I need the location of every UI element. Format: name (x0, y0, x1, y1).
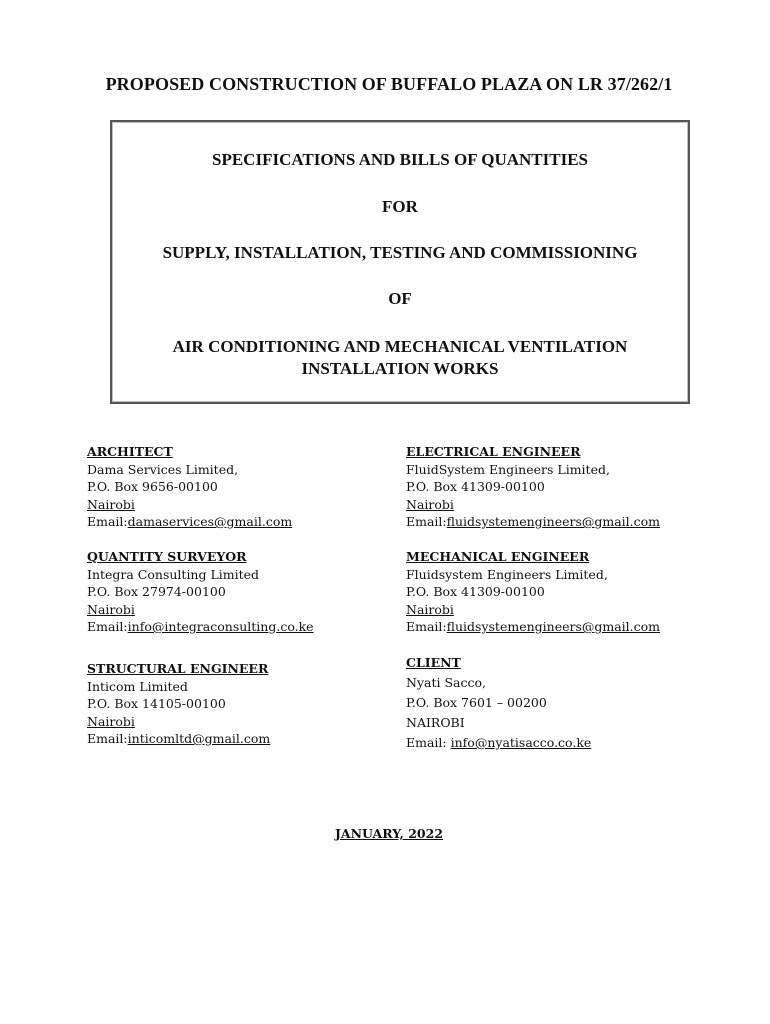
structural-engineer-name: Inticom Limited (87, 678, 188, 694)
architect-email-link[interactable]: damaservices@gmail.com (127, 514, 293, 529)
structural-engineer-heading: STRUCTURAL ENGINEER (87, 661, 269, 676)
mechanical-engineer-heading: MECHANICAL ENGINEER (406, 549, 590, 564)
title-box (110, 120, 690, 404)
electrical-engineer-name: FluidSystem Engineers Limited, (406, 461, 610, 477)
quantity-surveyor-block (87, 548, 314, 636)
client-city: NAIROBI (406, 715, 465, 730)
structural-engineer-po-box: P.O. Box 14105-00100 (87, 696, 226, 711)
electrical-engineer-email-label: Email: (406, 514, 447, 529)
mechanical-engineer-email-link[interactable]: fluidsystemengineers@gmail.com (446, 619, 661, 634)
structural-engineer-email-label: Email: (87, 731, 128, 746)
structural-engineer-city: Nairobi (87, 713, 135, 729)
client-po-box: P.O. Box 7601 – 00200 (406, 695, 547, 710)
box-line-of: OF (388, 289, 412, 308)
quantity-surveyor-po-box: P.O. Box 27974-00100 (87, 584, 226, 599)
client-heading: CLIENT (406, 655, 461, 670)
quantity-surveyor-email-link[interactable]: info@integraconsulting.co.ke (127, 619, 314, 634)
mechanical-engineer-city: Nairobi (406, 601, 454, 617)
client-name: Nyati Sacco, (406, 675, 486, 690)
quantity-surveyor-email-label: Email: (87, 619, 128, 634)
box-line-air-conditioning: AIR CONDITIONING AND MECHANICAL VENTILATION (172, 337, 628, 356)
architect-name: Dama Services Limited, (87, 461, 239, 477)
quantity-surveyor-name: Integra Consulting Limited (87, 566, 260, 582)
box-line-for: FOR (382, 197, 418, 216)
mechanical-engineer-email-label: Email: (406, 619, 447, 634)
electrical-engineer-city: Nairobi (406, 496, 454, 512)
architect-heading: ARCHITECT (87, 444, 173, 459)
client-email-label: Email: (406, 735, 451, 750)
client-block (406, 653, 591, 753)
quantity-surveyor-city: Nairobi (87, 601, 135, 617)
document-date: JANUARY, 2022 (334, 826, 444, 841)
structural-engineer-block (87, 660, 270, 748)
mechanical-engineer-po-box: P.O. Box 41309-00100 (406, 584, 545, 599)
mechanical-engineer-block (406, 548, 660, 636)
electrical-engineer-po-box: P.O. Box 41309-00100 (406, 479, 545, 494)
box-line-installation-works: INSTALLATION WORKS (301, 359, 499, 378)
architect-po-box: P.O. Box 9656-00100 (87, 479, 218, 494)
architect-block (87, 443, 292, 531)
mechanical-engineer-name: Fluidsystem Engineers Limited, (406, 566, 608, 582)
architect-city: Nairobi (87, 496, 135, 512)
document-title: PROPOSED CONSTRUCTION OF BUFFALO PLAZA ON LR 37/262/1 (105, 74, 673, 94)
electrical-engineer-email-link[interactable]: fluidsystemengineers@gmail.com (446, 514, 661, 529)
box-line-supply: SUPPLY, INSTALLATION, TESTING AND COMMISSIONING (162, 243, 638, 262)
box-line-specifications: SPECIFICATIONS AND BILLS OF QUANTITIES (212, 150, 588, 169)
architect-email-label: Email: (87, 514, 128, 529)
quantity-surveyor-heading: QUANTITY SURVEYOR (87, 549, 247, 564)
structural-engineer-email-link[interactable]: inticomltd@gmail.com (127, 731, 271, 746)
electrical-engineer-heading: ELECTRICAL ENGINEER (406, 444, 581, 459)
electrical-engineer-block (406, 443, 660, 531)
client-email-link[interactable]: info@nyatisacco.co.ke (450, 735, 592, 750)
